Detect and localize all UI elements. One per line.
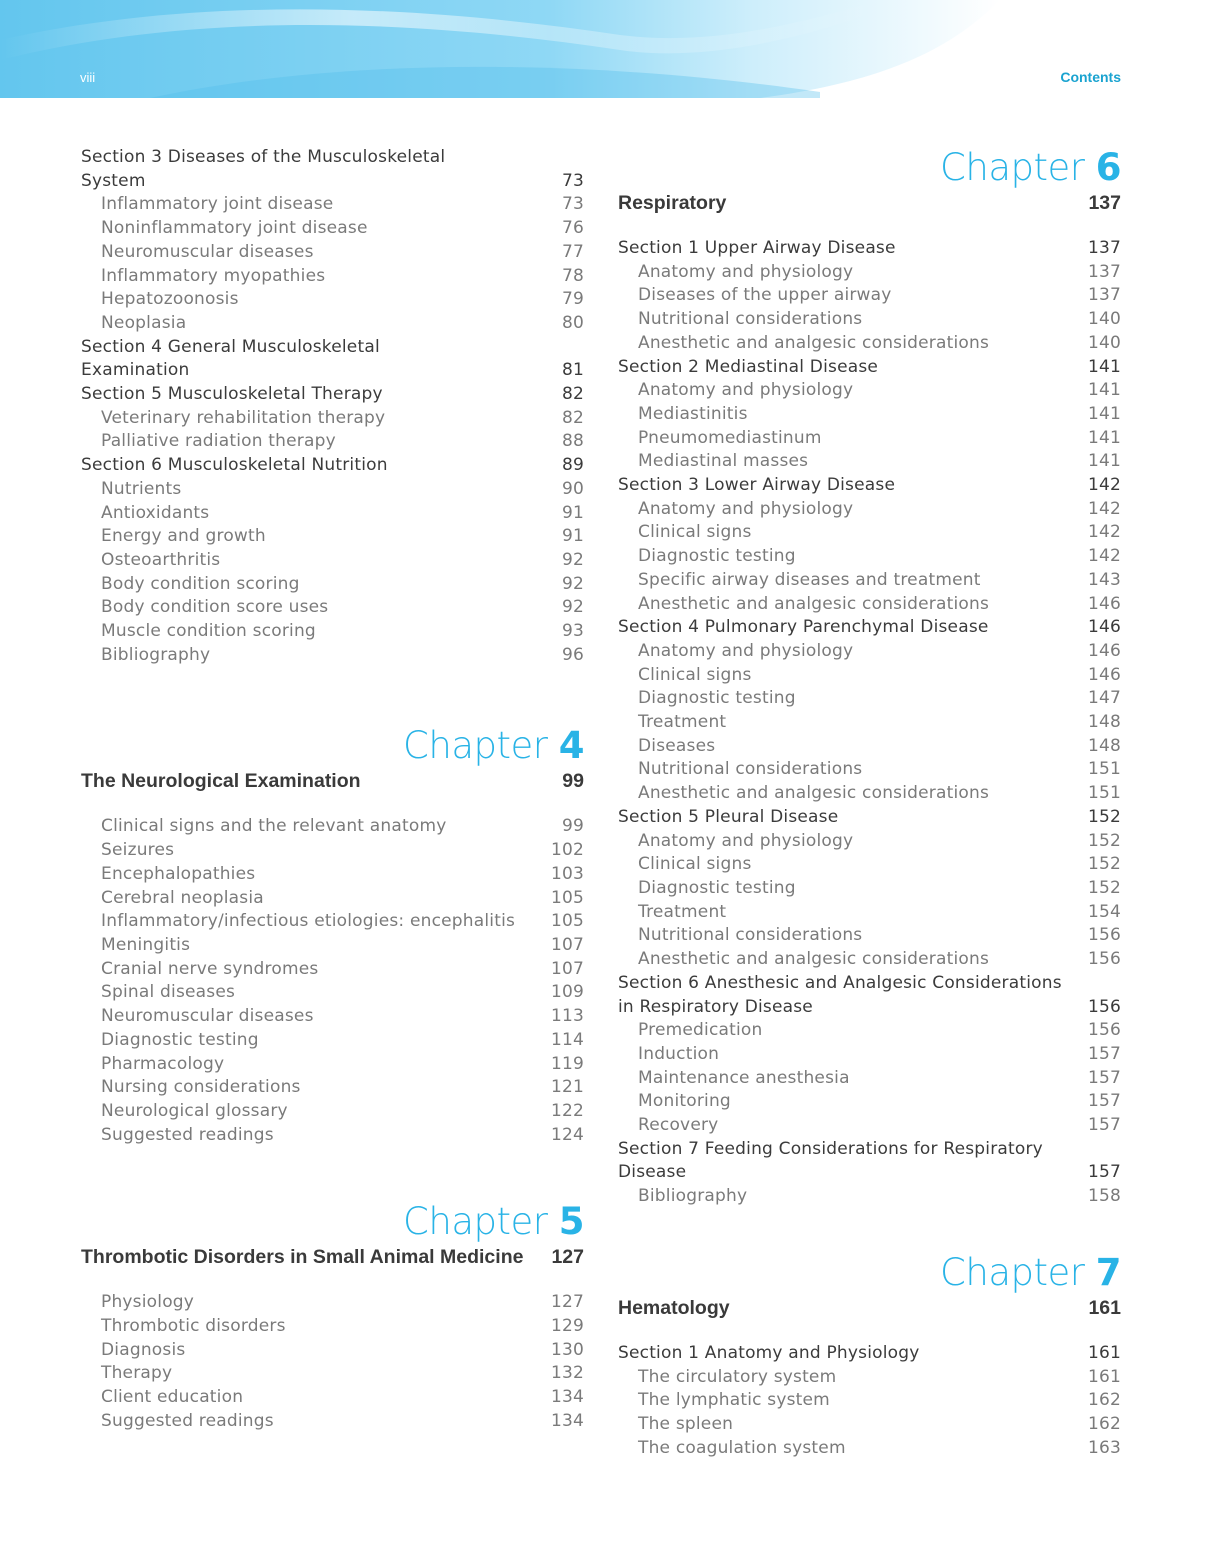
toc-section-entry	[618, 356, 1121, 380]
toc-entry	[81, 839, 584, 863]
entry-page: 158	[1087, 1186, 1121, 1207]
toc-entry	[81, 934, 584, 958]
entry-title: Treatment	[638, 901, 727, 922]
entry-page: 157	[1087, 1115, 1121, 1136]
entry-page: 105	[550, 911, 584, 932]
entry-page: 127	[550, 1292, 584, 1313]
entry-page: 162	[1087, 1390, 1121, 1411]
entry-title: Anesthetic and analgesic considerations	[638, 332, 990, 353]
entry-title: The lymphatic system	[638, 1390, 830, 1411]
toc-entry	[618, 1043, 1121, 1067]
chapter-page: 137	[1088, 192, 1121, 214]
entry-title: Clinical signs and the relevant anatomy	[101, 816, 447, 837]
toc-entry	[618, 450, 1121, 474]
toc-entry	[618, 1437, 1121, 1461]
chapter-heading	[81, 1200, 584, 1244]
entry-page: 141	[1087, 380, 1121, 401]
entry-title: Suggested readings	[101, 1410, 274, 1431]
chapter-label: Chapter	[940, 1250, 1096, 1294]
entry-page: 119	[550, 1053, 584, 1074]
entry-page: 80	[561, 312, 584, 333]
entry-title: Palliative radiation therapy	[101, 431, 336, 452]
toc-entry	[618, 687, 1121, 711]
entry-title: Diseases	[638, 735, 716, 756]
toc-entry	[81, 1076, 584, 1100]
entry-title: Diagnostic testing	[101, 1029, 259, 1050]
toc-entry	[81, 478, 584, 502]
toc-entry	[81, 620, 584, 644]
chapter-heading	[618, 146, 1121, 190]
entry-page: 146	[1087, 593, 1121, 614]
entry-page: 140	[1087, 309, 1121, 330]
toc-entry	[81, 241, 584, 265]
entry-title: Section 7 Feeding Considerations for Respiratory Disease	[618, 1138, 1043, 1183]
toc-entry	[81, 815, 584, 839]
toc-entry	[81, 958, 584, 982]
entry-page: 78	[561, 265, 584, 286]
entry-title: Mediastinitis	[638, 403, 748, 424]
toc-entry	[81, 1410, 584, 1434]
entry-title: Suggested readings	[101, 1124, 274, 1145]
entry-page: 88	[561, 431, 584, 452]
toc-section-entry	[618, 237, 1121, 261]
entry-title: Section 3 Lower Airway Disease	[618, 475, 896, 496]
entry-title: Bibliography	[101, 644, 211, 665]
entry-title: Neuromuscular diseases	[101, 241, 314, 262]
toc-entry	[81, 1124, 584, 1148]
chapter-title	[618, 190, 1121, 216]
toc-entry	[618, 1413, 1121, 1437]
entry-page: 90	[561, 478, 584, 499]
entry-title: Neoplasia	[101, 312, 187, 333]
entry-page: 105	[550, 887, 584, 908]
entry-page: 96	[561, 644, 584, 665]
entry-title: Nursing considerations	[101, 1077, 301, 1098]
toc-entry	[618, 640, 1121, 664]
entry-title: Clinical signs	[638, 664, 752, 685]
toc-entry	[618, 332, 1121, 356]
toc-left-column	[81, 146, 584, 1434]
entry-title: Anesthetic and analgesic considerations	[638, 593, 990, 614]
toc-entry	[618, 853, 1121, 877]
chapter-block-5	[81, 1200, 584, 1433]
running-title: Contents	[1060, 69, 1121, 85]
toc-section-entry	[81, 454, 584, 478]
chapter-title-text: Hematology	[618, 1296, 730, 1319]
entry-page: 92	[561, 549, 584, 570]
toc-entry	[618, 1067, 1121, 1091]
toc-entry	[81, 193, 584, 217]
entry-page: 107	[550, 958, 584, 979]
toc-section-entry	[618, 474, 1121, 498]
entry-page: 99	[561, 816, 584, 837]
entry-title: Section 3 Diseases of the Musculoskeletal System	[81, 147, 446, 191]
toc-entry	[618, 545, 1121, 569]
entry-title: Diagnostic testing	[638, 546, 796, 567]
entry-title: Section 1 Upper Airway Disease	[618, 238, 896, 258]
entry-title: Section 6 Anesthesic and Analgesic Considerations in Respiratory Disease	[618, 972, 1062, 1017]
toc-entry	[81, 288, 584, 312]
entry-page: 152	[1087, 830, 1121, 851]
entry-page: 152	[1087, 806, 1121, 827]
entry-page: 73	[561, 194, 584, 215]
entry-page: 156	[1087, 925, 1121, 946]
entry-page: 141	[1087, 356, 1121, 377]
entry-page: 141	[1087, 427, 1121, 448]
toc-entry	[81, 910, 584, 934]
toc-entry	[618, 498, 1121, 522]
entry-title: Section 2 Mediastinal Disease	[618, 356, 879, 377]
entry-title: Inflammatory joint disease	[101, 194, 334, 215]
entry-page: 82	[561, 407, 584, 428]
entry-title: The spleen	[638, 1413, 734, 1434]
entry-title: Clinical signs	[638, 522, 752, 543]
entry-page: 148	[1087, 735, 1121, 756]
entry-page: 156	[1087, 996, 1121, 1017]
entry-page: 146	[1087, 640, 1121, 661]
entry-page: 103	[550, 863, 584, 884]
entry-page: 148	[1087, 712, 1121, 733]
entry-title: Monitoring	[638, 1091, 731, 1112]
toc-section-entry	[81, 146, 584, 193]
entry-title: Diagnosis	[101, 1339, 186, 1360]
toc-entry	[81, 549, 584, 573]
toc-entry	[81, 1029, 584, 1053]
chapter-number: 7	[1095, 1250, 1121, 1294]
entry-page: 163	[1087, 1437, 1121, 1458]
toc-right-column	[618, 146, 1121, 1460]
toc-entry	[618, 735, 1121, 759]
chapter-title	[81, 768, 584, 794]
entry-title: Inflammatory/infectious etiologies: encephalitis	[101, 911, 516, 932]
page-number: viii	[80, 70, 96, 85]
entry-title: Maintenance anesthesia	[638, 1067, 850, 1088]
entry-title: Meningitis	[101, 934, 191, 955]
entry-page: 140	[1087, 332, 1121, 353]
toc-entry	[618, 569, 1121, 593]
entry-page: 73	[561, 170, 584, 191]
entry-page: 146	[1087, 664, 1121, 685]
chapter-title-text: Respiratory	[618, 192, 727, 214]
chapter-page: 99	[562, 770, 584, 793]
chapter-title-text: The Neurological Examination	[81, 770, 361, 793]
chapter-number: 4	[558, 724, 584, 768]
entry-page: 146	[1087, 617, 1121, 638]
entry-page: 142	[1087, 498, 1121, 519]
entry-page: 91	[561, 502, 584, 523]
toc-entry	[618, 782, 1121, 806]
entry-title: Therapy	[101, 1363, 173, 1384]
entry-page: 113	[550, 1006, 584, 1027]
toc-entry	[618, 1366, 1121, 1390]
toc-entry	[81, 573, 584, 597]
entry-page: 102	[550, 840, 584, 861]
entry-title: The circulatory system	[638, 1366, 837, 1387]
toc-entry	[618, 901, 1121, 925]
toc-entry	[81, 265, 584, 289]
entry-page: 141	[1087, 403, 1121, 424]
entry-title: Anatomy and physiology	[638, 640, 854, 661]
entry-title: Diagnostic testing	[638, 688, 796, 709]
toc-entry	[618, 261, 1121, 285]
chapter-label: Chapter	[403, 724, 559, 768]
toc-entry	[618, 711, 1121, 735]
entry-page: 134	[550, 1410, 584, 1431]
entry-page: 132	[550, 1363, 584, 1384]
chapter-block-4	[81, 724, 584, 1147]
chapter-title-text: Thrombotic Disorders in Small Animal Medicine	[81, 1246, 524, 1269]
entry-title: Bibliography	[638, 1186, 748, 1207]
toc-entry	[618, 664, 1121, 688]
toc-entry	[81, 1339, 584, 1363]
toc-entry	[618, 1019, 1121, 1043]
entry-title: Anatomy and physiology	[638, 498, 854, 519]
entry-title: Encephalopathies	[101, 863, 256, 884]
entry-page: 141	[1087, 451, 1121, 472]
toc-section-entry	[81, 383, 584, 407]
entry-title: Section 1 Anatomy and Physiology	[618, 1342, 920, 1363]
toc-entry	[618, 593, 1121, 617]
entry-page: 142	[1087, 522, 1121, 543]
toc-section-entry	[81, 336, 584, 383]
entry-page: 81	[561, 360, 584, 381]
entry-page: 142	[1087, 546, 1121, 567]
entry-title: Anesthetic and analgesic considerations	[638, 949, 990, 970]
entry-title: Noninflammatory joint disease	[101, 218, 368, 239]
entry-page: 157	[1087, 1067, 1121, 1088]
chapter-label: Chapter	[403, 1200, 559, 1244]
entry-page: 129	[550, 1316, 584, 1337]
toc-entry	[81, 217, 584, 241]
toc-entry	[618, 403, 1121, 427]
toc-section-entry	[618, 806, 1121, 830]
entry-page: 89	[561, 455, 584, 476]
entry-title: Pharmacology	[101, 1053, 225, 1074]
toc-entry	[618, 948, 1121, 972]
entry-title: Anatomy and physiology	[638, 380, 854, 401]
entry-page: 156	[1087, 949, 1121, 970]
entry-page: 79	[561, 289, 584, 310]
entry-page: 77	[561, 241, 584, 262]
chapter-page: 127	[551, 1246, 584, 1269]
entry-page: 151	[1087, 759, 1121, 780]
entry-title: The coagulation system	[638, 1437, 846, 1458]
entry-title: Neurological glossary	[101, 1100, 288, 1121]
toc-section-entry	[618, 972, 1121, 1019]
entry-title: Spinal diseases	[101, 982, 236, 1003]
toc-entry	[618, 924, 1121, 948]
toc-entry	[618, 308, 1121, 332]
entry-title: Nutrients	[101, 478, 182, 499]
entry-page: 154	[1087, 901, 1121, 922]
chapter-title	[81, 1244, 584, 1270]
entry-title: Recovery	[638, 1115, 719, 1136]
toc-entry	[618, 284, 1121, 308]
entry-title: Veterinary rehabilitation therapy	[101, 407, 386, 428]
toc-entry	[618, 379, 1121, 403]
entry-title: Neuromuscular diseases	[101, 1006, 314, 1027]
entry-title: Osteoarthritis	[101, 549, 221, 570]
entry-title: Nutritional considerations	[638, 759, 863, 780]
toc-entry	[81, 1362, 584, 1386]
entry-page: 92	[561, 597, 584, 618]
toc-entry	[618, 1389, 1121, 1413]
entry-title: Treatment	[638, 712, 727, 733]
entry-page: 142	[1087, 475, 1121, 496]
chapter-page: 161	[1088, 1296, 1121, 1319]
toc-entry	[618, 1185, 1121, 1209]
toc-entry	[618, 830, 1121, 854]
toc-entry	[81, 863, 584, 887]
entry-page: 162	[1087, 1413, 1121, 1434]
toc-entry	[81, 981, 584, 1005]
entry-page: 152	[1087, 854, 1121, 875]
entry-title: Thrombotic disorders	[101, 1316, 286, 1337]
toc-entry	[81, 502, 584, 526]
chapter-number: 6	[1095, 146, 1121, 189]
entry-page: 130	[550, 1339, 584, 1360]
toc-entry	[81, 1315, 584, 1339]
chapter-block-6	[618, 146, 1121, 1209]
toc-entry	[81, 644, 584, 668]
entry-title: Muscle condition scoring	[101, 621, 316, 642]
toc-section-entry	[618, 616, 1121, 640]
toc-entry	[81, 312, 584, 336]
entry-page: 137	[1087, 285, 1121, 306]
entry-page: 151	[1087, 783, 1121, 804]
entry-page: 152	[1087, 877, 1121, 898]
entry-page: 157	[1087, 1091, 1121, 1112]
toc-entry	[81, 1053, 584, 1077]
entry-page: 157	[1087, 1043, 1121, 1064]
toc-entry	[81, 525, 584, 549]
chapter-number: 5	[558, 1200, 584, 1244]
chapter-heading	[618, 1251, 1121, 1295]
entry-page: 76	[561, 218, 584, 239]
entry-title: Specific airway diseases and treatment	[638, 569, 981, 590]
toc-entry	[81, 1291, 584, 1315]
toc-entry	[81, 596, 584, 620]
entry-title: Anatomy and physiology	[638, 830, 854, 851]
entry-title: Client education	[101, 1387, 244, 1408]
entry-title: Section 5 Musculoskeletal Therapy	[81, 384, 383, 405]
entry-page: 156	[1087, 1020, 1121, 1041]
chapter-title	[618, 1295, 1121, 1321]
entry-title: Energy and growth	[101, 526, 266, 547]
entry-page: 109	[550, 982, 584, 1003]
entry-title: Mediastinal masses	[638, 451, 809, 472]
entry-title: Anesthetic and analgesic considerations	[638, 783, 990, 804]
entry-title: Antioxidants	[101, 502, 210, 523]
entry-title: Nutritional considerations	[638, 925, 863, 946]
entry-page: 93	[561, 621, 584, 642]
entry-title: Anatomy and physiology	[638, 261, 854, 282]
entry-page: 143	[1087, 569, 1121, 590]
chapter-block-7	[618, 1251, 1121, 1461]
entry-page: 137	[1087, 261, 1121, 282]
header-banner	[0, 0, 1225, 98]
toc-entry	[618, 1090, 1121, 1114]
entry-title: Premedication	[638, 1020, 763, 1041]
entry-title: Section 5 Pleural Disease	[618, 806, 839, 827]
entry-title: Physiology	[101, 1292, 195, 1313]
entry-title: Diseases of the upper airway	[638, 285, 892, 306]
toc-entry	[81, 1005, 584, 1029]
toc-entry	[81, 1100, 584, 1124]
entry-title: Inflammatory myopathies	[101, 265, 326, 286]
entry-page: 147	[1087, 688, 1121, 709]
entry-title: Diagnostic testing	[638, 877, 796, 898]
chapter-label: Chapter	[940, 146, 1096, 189]
entry-page: 161	[1087, 1366, 1121, 1387]
toc-entry	[618, 521, 1121, 545]
toc-entry	[81, 430, 584, 454]
toc-section-entry	[618, 1138, 1121, 1185]
entry-title: Seizures	[101, 840, 175, 861]
toc-entry	[81, 1386, 584, 1410]
entry-page: 92	[561, 573, 584, 594]
entry-title: Pneumomediastinum	[638, 427, 822, 448]
toc-entry	[618, 877, 1121, 901]
toc-entry	[81, 407, 584, 431]
entry-title: Clinical signs	[638, 854, 752, 875]
entry-page: 124	[550, 1124, 584, 1145]
entry-page: 121	[550, 1077, 584, 1098]
entry-page: 161	[1087, 1342, 1121, 1363]
toc-entry	[618, 427, 1121, 451]
entry-title: Body condition scoring	[101, 573, 300, 594]
toc-entry	[618, 758, 1121, 782]
entry-page: 134	[550, 1387, 584, 1408]
entry-page: 107	[550, 934, 584, 955]
toc-entry	[81, 887, 584, 911]
entry-title: Nutritional considerations	[638, 309, 863, 330]
toc-section-entry	[618, 1342, 1121, 1366]
entry-title: Body condition score uses	[101, 597, 329, 618]
entry-page: 82	[561, 384, 584, 405]
entry-title: Cerebral neoplasia	[101, 887, 264, 908]
entry-title: Hepatozoonosis	[101, 289, 239, 310]
toc-entry	[618, 1114, 1121, 1138]
entry-page: 157	[1087, 1162, 1121, 1183]
entry-page: 122	[550, 1100, 584, 1121]
entry-title: Cranial nerve syndromes	[101, 958, 319, 979]
entry-page: 114	[550, 1029, 584, 1050]
entry-title: Section 6 Musculoskeletal Nutrition	[81, 455, 388, 476]
entry-title: Induction	[638, 1043, 720, 1064]
chapter-heading	[81, 724, 584, 768]
entry-title: Section 4 Pulmonary Parenchymal Disease	[618, 617, 989, 638]
entry-page: 137	[1087, 238, 1121, 258]
entry-title: Section 4 General Musculoskeletal Examination	[81, 336, 380, 381]
entry-page: 91	[561, 526, 584, 547]
